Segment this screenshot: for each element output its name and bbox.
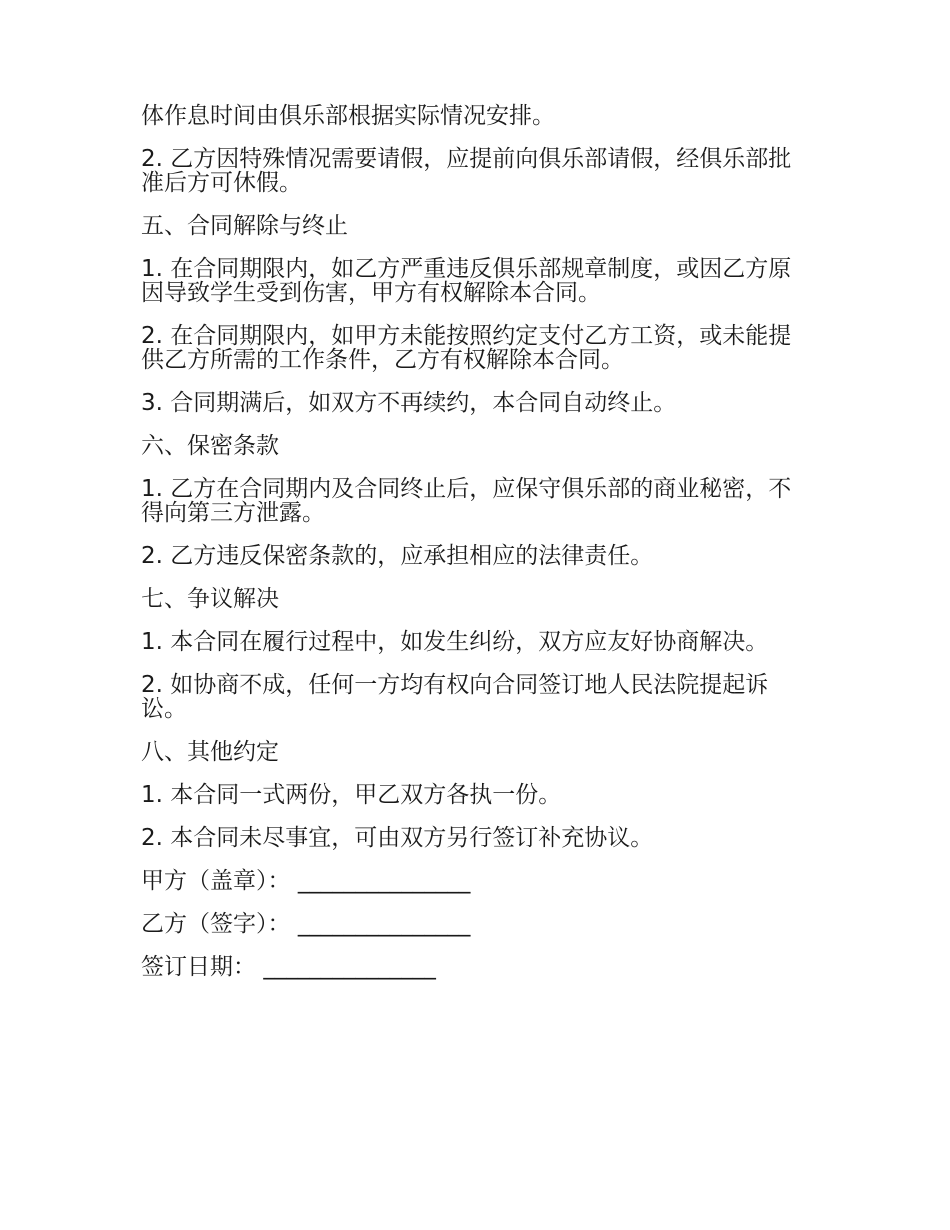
sign-date-blank: _______________ bbox=[263, 954, 436, 980]
clause-4-2: 2. 乙方因特殊情况需要请假，应提前向俱乐部请假，经俱乐部批准后方可休假。 bbox=[141, 146, 792, 196]
party-b-label: 乙方（签字）： bbox=[141, 911, 291, 937]
sign-date-label: 签订日期： bbox=[141, 954, 256, 980]
section-7-heading: 七、争议解决 bbox=[141, 586, 279, 612]
party-a-signature-blank: _______________ bbox=[297, 868, 471, 894]
document-body bbox=[141, 104, 801, 998]
section-8-heading: 八、其他约定 bbox=[141, 739, 279, 765]
clause-5-1: 1. 在合同期限内，如乙方严重违反俱乐部规章制度，或因乙方原因导致学生受到伤害，甲方有权解除本合同。 bbox=[141, 256, 792, 306]
clause-5-3: 3. 合同期满后，如双方不再续约，本合同自动终止。 bbox=[141, 390, 677, 416]
party-a-label: 甲方（盖章）： bbox=[141, 868, 291, 894]
party-b-signature-line bbox=[141, 912, 801, 936]
clause-4-1-continuation: 体作息时间由俱乐部根据实际情况安排。 bbox=[141, 103, 555, 129]
party-a-signature-line bbox=[141, 869, 801, 893]
clause-6-1: 1. 乙方在合同期内及合同终止后，应保守俱乐部的商业秘密，不得向第三方泄露。 bbox=[141, 476, 792, 526]
clause-8-2: 2. 本合同未尽事宜，可由双方另行签订补充协议。 bbox=[141, 825, 654, 851]
section-5-heading: 五、合同解除与终止 bbox=[141, 213, 348, 239]
section-6-heading: 六、保密条款 bbox=[141, 433, 279, 459]
clause-6-2: 2. 乙方违反保密条款的，应承担相应的法律责任。 bbox=[141, 543, 654, 569]
clause-5-2: 2. 在合同期限内，如甲方未能按照约定支付乙方工资，或未能提供乙方所需的工作条件，乙方有权解除本合同。 bbox=[141, 323, 792, 373]
clause-8-1: 1. 本合同一式两份，甲乙双方各执一份。 bbox=[141, 782, 562, 808]
party-b-signature-blank: _______________ bbox=[297, 911, 471, 937]
clause-7-1: 1. 本合同在履行过程中，如发生纠纷，双方应友好协商解决。 bbox=[141, 629, 769, 655]
clause-7-2: 2. 如协商不成，任何一方均有权向合同签订地人民法院提起诉讼。 bbox=[141, 672, 769, 722]
sign-date-line bbox=[141, 955, 801, 979]
